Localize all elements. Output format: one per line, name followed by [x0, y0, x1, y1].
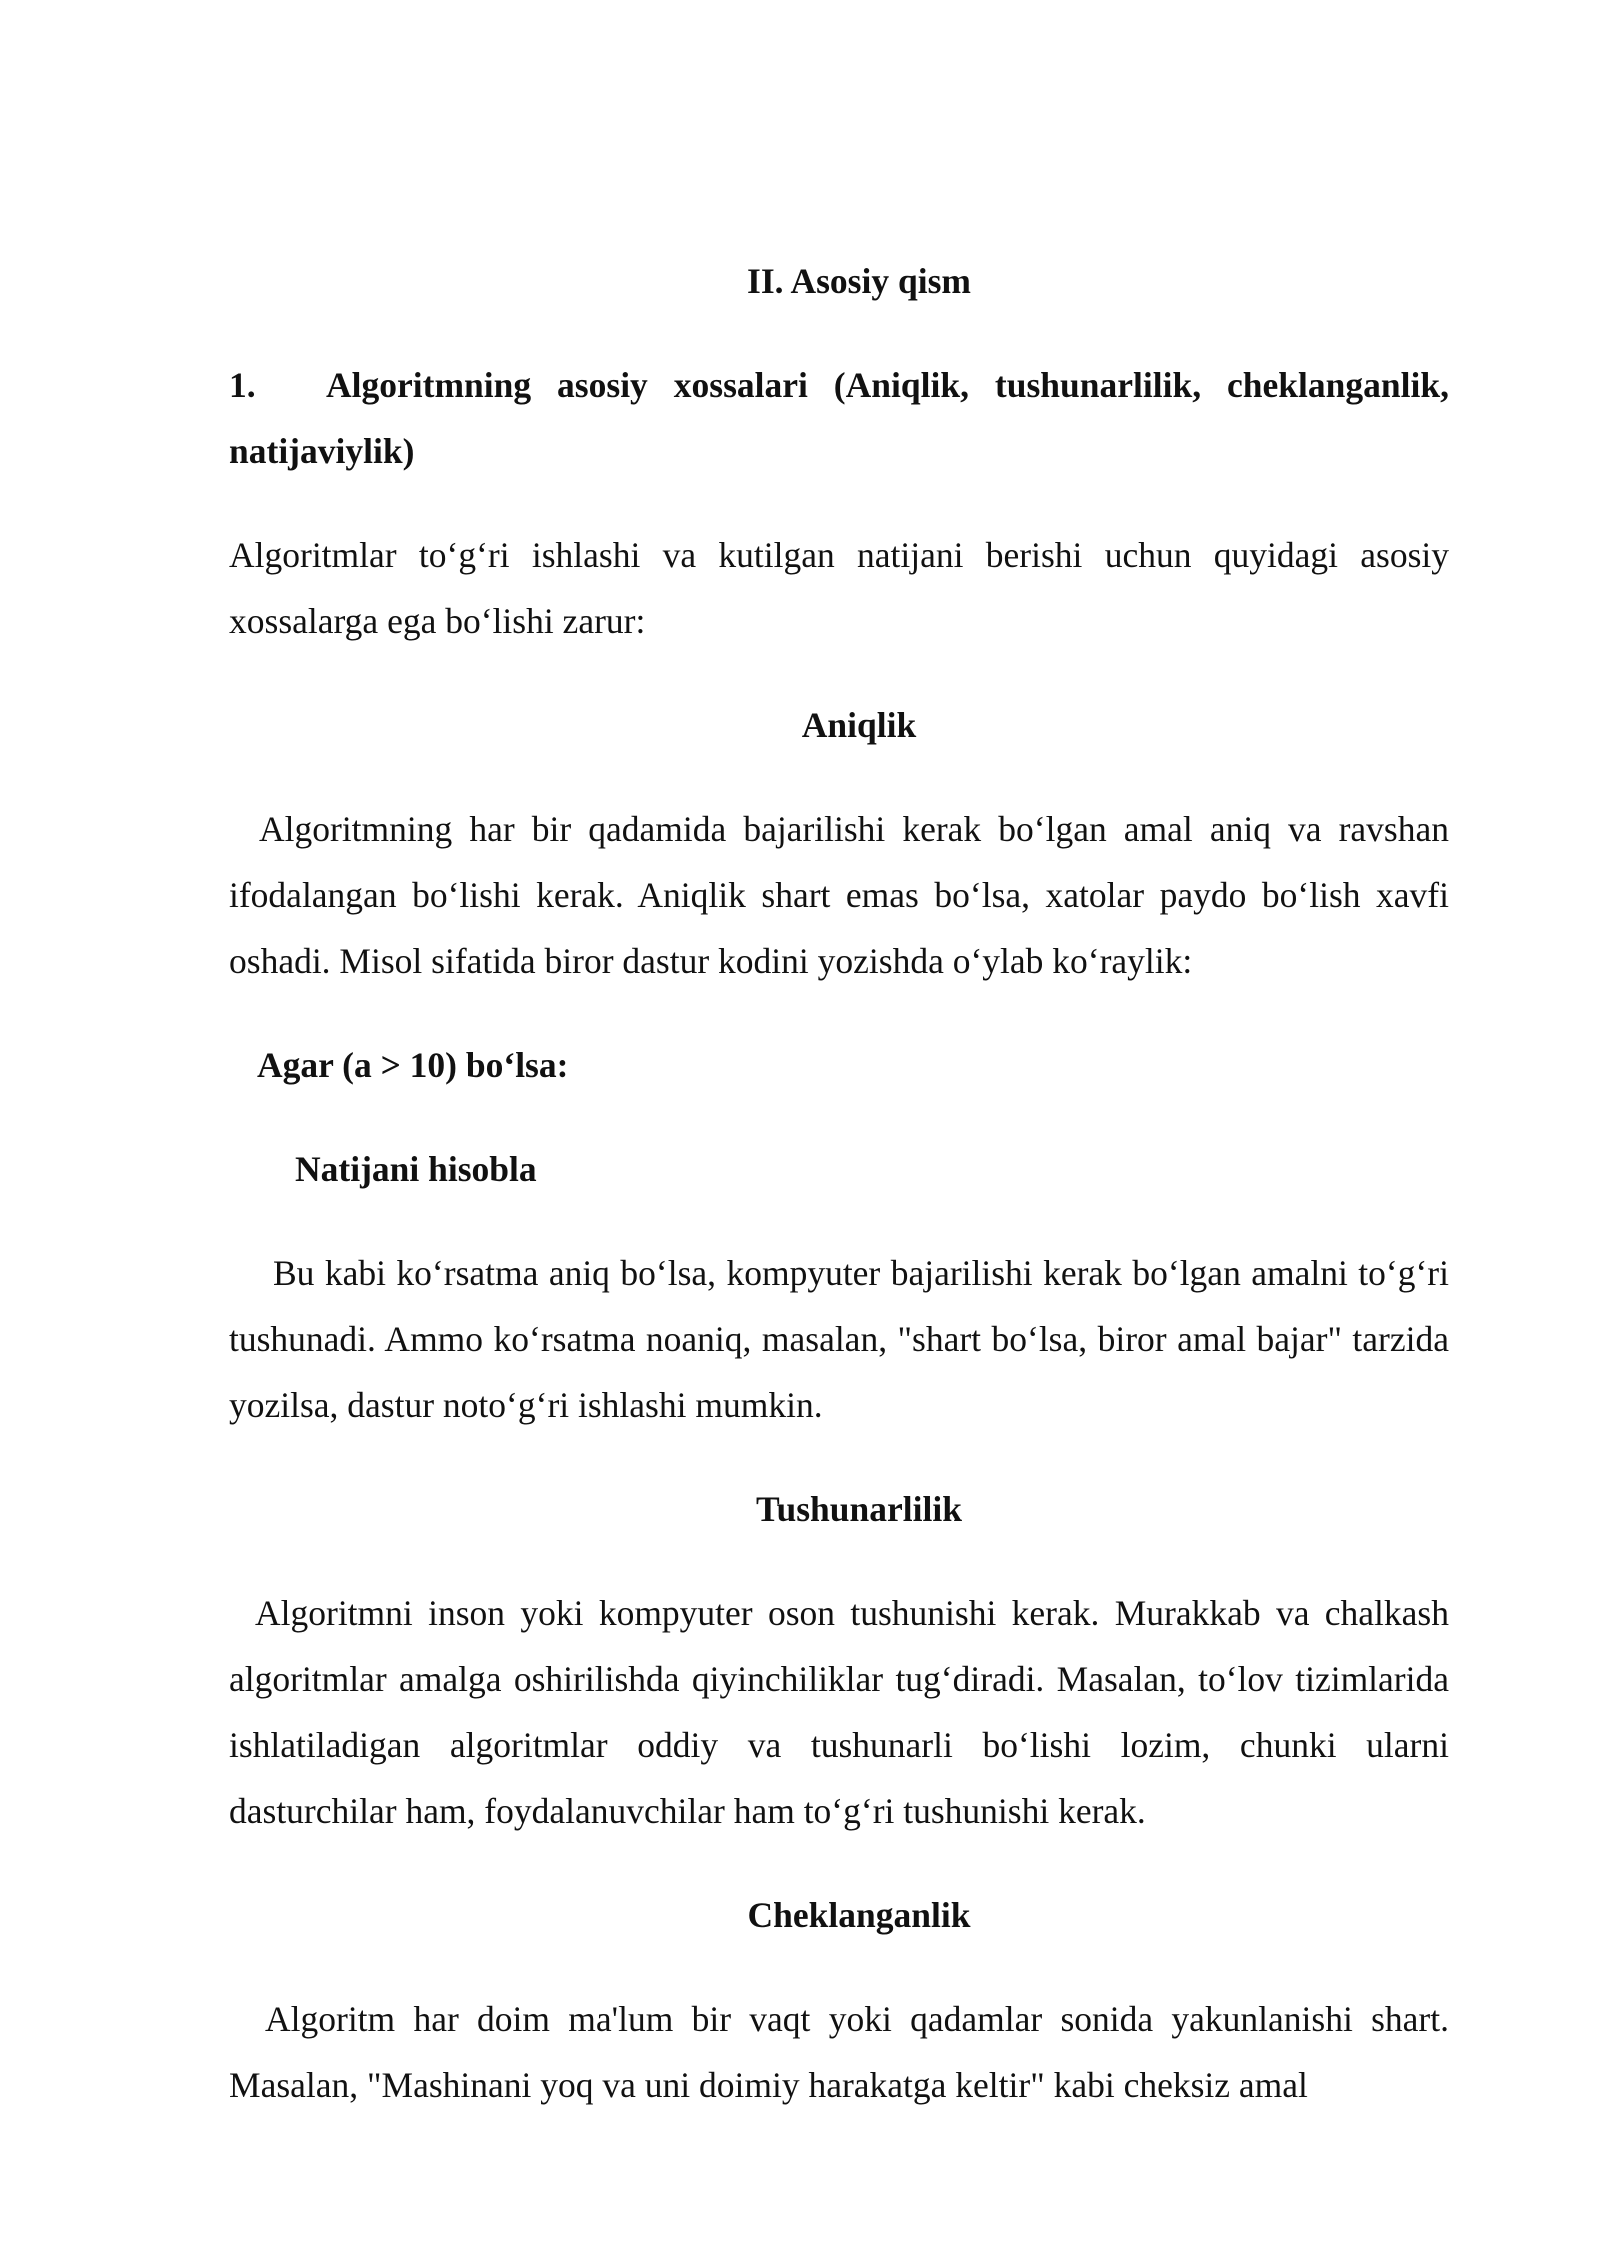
- spacer: [229, 1542, 1449, 1580]
- heading-tushunarlilik: Tushunarlilik: [756, 1489, 962, 1529]
- example-code-line-2: Natijani hisobla: [295, 1149, 537, 1189]
- spacer: [229, 758, 1449, 796]
- spacer: [229, 1844, 1449, 1882]
- intro-paragraph: Algoritmlar to‘g‘ri ishlashi va kutilgan natijani berishi uchun quyidagi asosiy xossalarga ega bo‘lishi zarur:: [229, 535, 1449, 641]
- heading-aniqlik: Aniqlik: [801, 705, 917, 745]
- section-title: II. Asosiy qism: [747, 261, 971, 301]
- cheklanganlik-paragraph: Algoritm har doim ma'lum bir vaqt yoki qadamlar sonida yakunlanishi shart. Masalan, "Mashinani yoq va uni doimiy harakatga keltir" kabi cheksiz amal: [229, 1999, 1449, 2105]
- spacer: [229, 1098, 1449, 1136]
- heading-cheklanganlik: Cheklanganlik: [747, 1895, 971, 1935]
- aniqlik-paragraph-2: Bu kabi ko‘rsatma aniq bo‘lsa, kompyuter bajarilishi kerak bo‘lgan amalni to‘g‘ri tushunadi. Ammo ko‘rsatma noaniq, masalan, "shart bo‘lsa, biror amal bajar" tarzida yozilsa, dastur noto‘g‘ri ishlashi mumkin.: [229, 1253, 1449, 1425]
- tushunarlilik-paragraph: Algoritmni inson yoki kompyuter oson tushunishi kerak. Murakkab va chalkash algoritmlar amalga oshirilishda qiyinchiliklar tug‘diradi. Masalan, to‘lov tizimlarida ishlatiladigan algoritmlar oddiy va tushunarli bo‘lishi lozim, chunki ularni dasturchilar ham, foydalanuvchilar ham to‘g‘ri tushunishi kerak.: [229, 1593, 1449, 1831]
- document-page: [229, 248, 1449, 2118]
- spacer: [229, 1948, 1449, 1986]
- spacer: [229, 314, 1449, 352]
- spacer: [229, 1202, 1449, 1240]
- subsection-title: Algoritmning asosiy xossalari (Aniqlik, tushunarlilik, cheklanganlik, natijaviylik): [229, 365, 1449, 471]
- spacer: [229, 1438, 1449, 1476]
- subsection-number: 1.: [229, 365, 256, 405]
- spacer: [229, 484, 1449, 522]
- subsection-heading: [229, 352, 1449, 484]
- aniqlik-paragraph: Algoritmning har bir qadamida bajarilishi kerak bo‘lgan amal aniq va ravshan ifodalangan bo‘lishi kerak. Aniqlik shart emas bo‘lsa, xatolar paydo bo‘lish xavfi oshadi. Misol sifatida biror dastur kodini yozishda o‘ylab ko‘raylik:: [229, 809, 1449, 981]
- spacer: [229, 654, 1449, 692]
- example-code-line-1: Agar (a > 10) bo‘lsa:: [257, 1045, 569, 1085]
- spacer: [229, 994, 1449, 1032]
